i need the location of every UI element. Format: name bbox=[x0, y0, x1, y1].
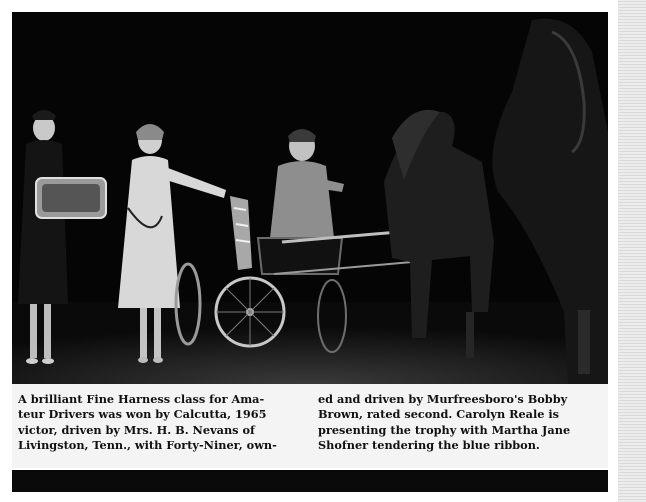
caption-line: presenting the trophy with Martha Jane bbox=[318, 422, 571, 437]
news-photo bbox=[12, 12, 608, 384]
photo-caption bbox=[12, 384, 608, 468]
photo-illustration bbox=[12, 12, 608, 384]
caption-line: Shofner tendering the blue ribbon. bbox=[318, 437, 540, 452]
caption-column-left bbox=[18, 392, 302, 464]
caption-line: victor, driven by Mrs. H. B. Nevans of bbox=[18, 422, 255, 437]
arena-floor bbox=[12, 302, 608, 384]
caption-line: A brilliant Fine Harness class for Ama- bbox=[18, 392, 265, 406]
caption-line: ed and driven by Murfreesboro's Bobby bbox=[318, 392, 568, 406]
page-bottom-edge bbox=[12, 470, 608, 492]
caption-line: teur Drivers was won by Calcutta, 1965 bbox=[18, 407, 267, 422]
caption-line: Livingston, Tenn., with Forty-Niner, own- bbox=[18, 437, 277, 452]
page-right-edge bbox=[618, 0, 646, 502]
caption-column-right bbox=[318, 392, 602, 464]
caption-line: Brown, rated second. Carolyn Reale is bbox=[318, 407, 560, 422]
